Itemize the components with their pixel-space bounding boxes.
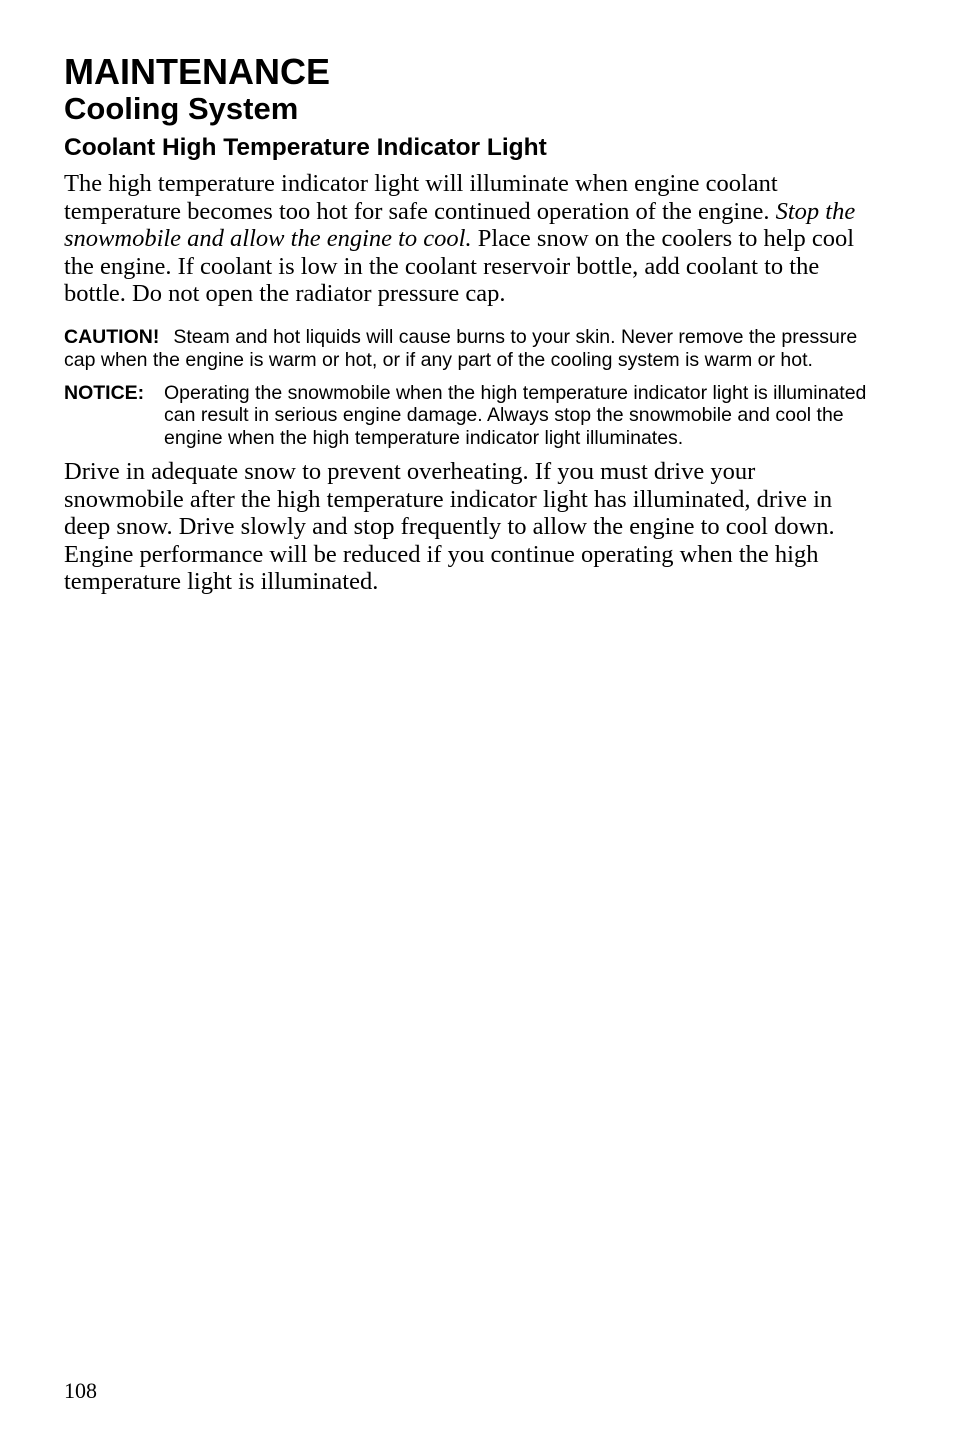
intro-paragraph — [64, 170, 874, 308]
caution-block — [64, 326, 874, 372]
chapter-title: MAINTENANCE — [64, 51, 330, 92]
section-title: Cooling System — [64, 91, 299, 126]
closing-paragraph: Drive in adequate snow to prevent overheating. If you must drive your snowmobile after the high temperature indicator light has illuminated, drive in deep snow. Drive slowly and stop frequently to allow the engine to cool down. Engine performance will be reduced if you continue operating when the high temperature light is illuminated. — [64, 457, 835, 596]
page-content — [64, 52, 874, 596]
notice-block — [64, 382, 874, 450]
notice-label: NOTICE: — [64, 381, 145, 404]
intro-text-part1: The high temperature indicator light will illuminate when engine coolant temperature becomes too hot for safe continued operation of the engine. — [64, 170, 778, 225]
intro-text-part2: Place snow on the coolers to help cool the engine. If coolant is low in the coolant reservoir bottle, add coolant to the bottle. Do not open the radiator pressure cap. — [64, 225, 855, 308]
notice-text: Operating the snowmobile when the high temperature indicator light is illuminated can result in serious engine damage. Always stop the snowmobile and cool the engine when the high temperature indicator light illuminates. — [164, 381, 867, 450]
caution-text: Steam and hot liquids will cause burns to your skin. Never remove the pressure cap when the engine is warm or hot, or if any part of the cooling system is warm or hot. — [64, 325, 858, 371]
subsection-title: Coolant High Temperature Indicator Light — [64, 134, 547, 161]
page-number: 108 — [64, 1378, 97, 1403]
caution-label: CAUTION! — [64, 325, 160, 348]
intro-emphasis: Stop the snowmobile and allow the engine to cool. — [64, 197, 856, 253]
